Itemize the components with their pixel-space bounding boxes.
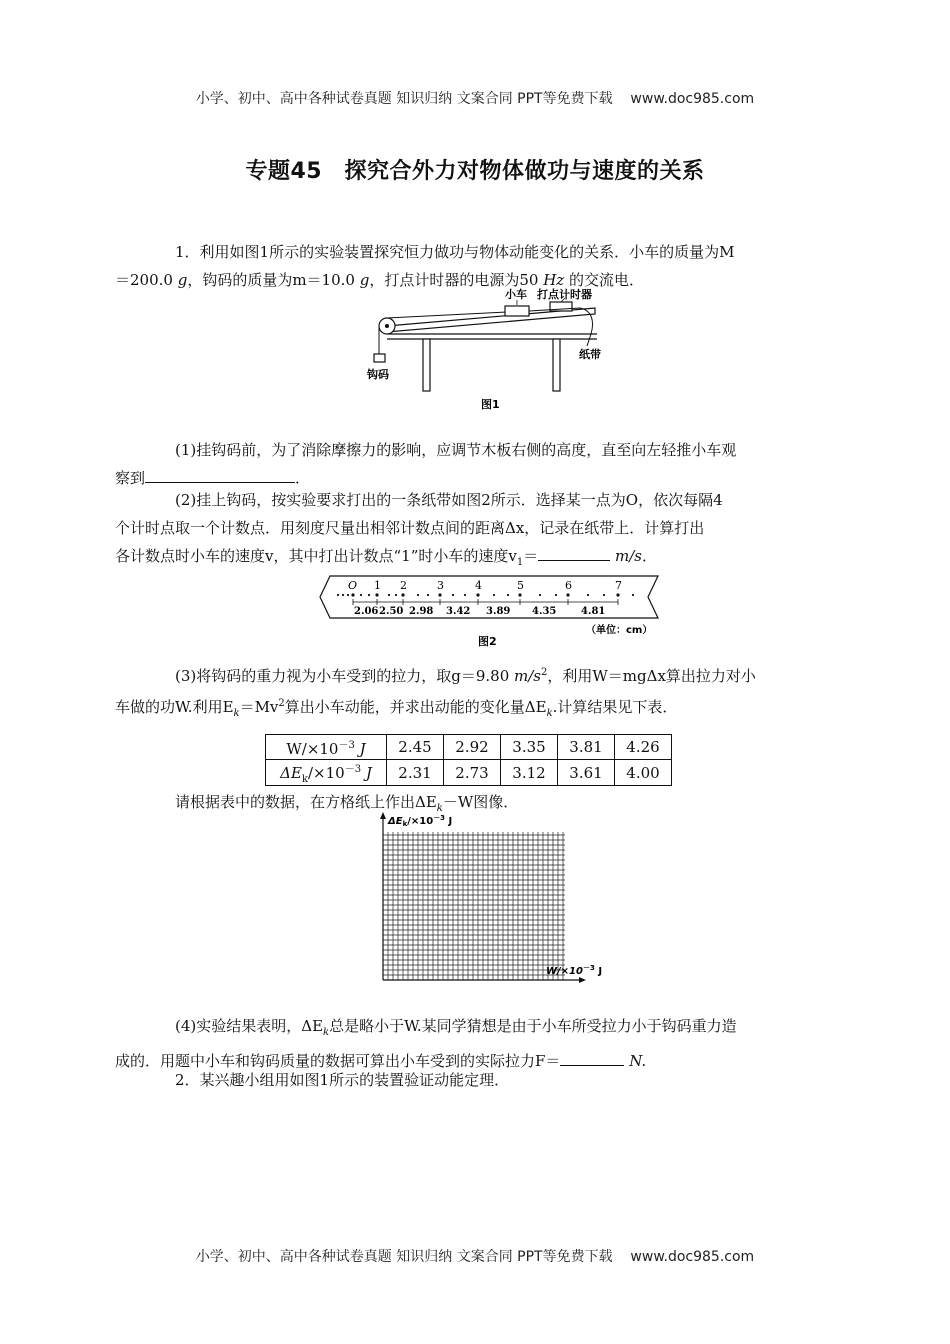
q1-part3-end: .计算结果见下表．	[552, 698, 678, 716]
q1-part1-line2: 察到	[115, 469, 146, 487]
equals: ＝	[523, 547, 539, 565]
unit-g2: g	[359, 271, 370, 289]
q1-part3-line1: (3)将钩码的重力视为小车受到的拉力，取g＝9.80	[175, 667, 515, 685]
tape-dist-2: 2.50	[379, 606, 404, 617]
page-title: 专题45 探究合外力对物体做功与速度的关系	[245, 159, 705, 184]
figure-1-apparatus	[365, 286, 625, 416]
answer-blank-3[interactable]	[560, 1049, 624, 1066]
table-cell: 2.73	[444, 760, 501, 786]
table-cell: 2.31	[387, 760, 444, 786]
tape-dist-3: 2.98	[409, 606, 434, 617]
unit-ms: m/s	[610, 547, 642, 565]
table-cell: 4.26	[615, 735, 672, 760]
q1-part4-line2: 成的．用题中小车和钩码质量的数据可算出小车受到的实际拉力F＝	[115, 1052, 561, 1070]
q2	[145, 1066, 810, 1094]
q1-part2: (2)挂上钩码，按实验要求打出的一条纸带如图2所示．选择某一点为O，依次每隔4 个计时点取一个计数点．用刻度尺量出相邻计数点间的距离Δx，记录在纸带上．计算打出 各计数点时小车的速度v，其中打出计数点“1”时小车的速度$v_1= m/s$．	[115, 491, 723, 568]
q1-intro-mass: ＝200.0	[115, 271, 178, 289]
q2-text: 2．某兴趣小组用如图1所示的装置验证动能定理．	[175, 1071, 510, 1089]
q1-part2-line3: 各计数点时小车的速度v，其中打出计数点“1”时小车的速度v	[115, 547, 517, 565]
tape-label-4: 4	[475, 579, 482, 592]
header-site: www.doc985.com	[630, 91, 755, 107]
tape-label-o: O	[348, 579, 358, 592]
tape-unit: （单位：cm）	[586, 625, 653, 636]
q1-part1-end: ．	[295, 469, 311, 487]
graph-y-label: $\Delta E_k/\times 10^{-3}$ J	[388, 814, 453, 828]
tape-dist-1: 2.06	[354, 606, 379, 617]
figure-2-caption: 图2	[478, 635, 497, 648]
table-row	[266, 735, 672, 760]
figure-1-caption: 图1	[481, 398, 500, 411]
tape-dist-4: 3.42	[446, 606, 471, 617]
table-cell: 3.35	[501, 735, 558, 760]
tape-dist-5: 3.89	[486, 606, 511, 617]
header-text: 小学、初中、高中各种试卷真题 知识归纳 文案合同 PPT等免费下载	[195, 91, 613, 107]
q1-intro-weight: ，钩码的质量为m＝10.0	[187, 271, 360, 289]
table-cell: 3.61	[558, 760, 615, 786]
label-tape: 纸带	[579, 348, 601, 361]
page-footer	[0, 1246, 950, 1266]
unit-g: g	[177, 271, 188, 289]
instruction-text: 请根据表中的数据，在方格纸上作出ΔE	[175, 793, 437, 811]
data-table	[265, 734, 672, 786]
instruction-end: －W图像．	[442, 793, 519, 811]
q1-intro-ac: 的交流电．	[564, 271, 644, 289]
q1-part4-line1-tail: 总是略小于W.某同学猜想是由于小车所受拉力小于钩码重力造	[329, 1017, 737, 1035]
q1-intro-power: ，打点计时器的电源为50	[369, 271, 544, 289]
sup-2b: 2	[278, 698, 285, 709]
sub-k2: k	[546, 708, 553, 719]
tape-label-1: 1	[374, 579, 381, 592]
table-header-w: $W/\times 10^{-3}$ J	[266, 735, 387, 760]
subscript-1: 1	[516, 557, 524, 568]
q1-part4-line1: (4)实验结果表明，ΔE	[175, 1017, 324, 1035]
table-header-ek: $\Delta E_k/\times 10^{-3}$ J	[266, 760, 387, 786]
figure-2-tape	[318, 573, 668, 649]
q1-part3-line1-tail: ，利用W＝mgΔx算出拉力对小	[547, 667, 756, 685]
table-cell: 3.12	[501, 760, 558, 786]
tape-label-7: 7	[615, 579, 622, 592]
q1-part2-line1: (2)挂上钩码，按实验要求打出的一条纸带如图2所示．选择某一点为O，依次每隔4	[175, 491, 723, 509]
q1-part3	[115, 659, 810, 728]
sub-k: k	[233, 708, 240, 719]
page-header	[0, 88, 950, 108]
q1-part3-mv: ＝Mv	[239, 698, 279, 716]
unit-hz: Hz	[543, 271, 565, 289]
tape-dist-7: 4.81	[581, 606, 606, 617]
graph-grid-paper[interactable]	[370, 812, 615, 990]
table-cell: 3.81	[558, 735, 615, 760]
q1-part3-ek: 算出小车动能，并求出动能的变化量ΔE	[284, 698, 547, 716]
answer-blank-2[interactable]	[538, 544, 610, 561]
footer-site: www.doc985.com	[630, 1249, 755, 1265]
label-cart: 小车	[505, 288, 527, 301]
unit-ms2: m/s	[514, 667, 542, 685]
table-cell: 2.45	[387, 735, 444, 760]
table-cell: 2.92	[444, 735, 501, 760]
table-row	[266, 760, 672, 786]
table-cell: 4.00	[615, 760, 672, 786]
tape-label-5: 5	[517, 579, 524, 592]
tape-label-3: 3	[437, 579, 444, 592]
q1-number: 1．	[175, 243, 200, 261]
tape-dist-6: 4.35	[532, 606, 557, 617]
answer-blank-1[interactable]	[145, 466, 295, 483]
tape-label-2: 2	[400, 579, 407, 592]
label-weight: 钩码	[367, 368, 389, 381]
sub-k3: k	[436, 803, 443, 814]
footer-text: 小学、初中、高中各种试卷真题 知识归纳 文案合同 PPT等免费下载	[195, 1249, 613, 1265]
graph-x-label: $W/\times 10^{-3}$ J	[546, 964, 603, 977]
q1-part1-line1: (1)挂钩码前，为了消除摩擦力的影响，应调节木板右侧的高度，直至向左轻推小车观	[175, 441, 737, 459]
sub-k4: k	[323, 1027, 330, 1038]
label-timer: 打点计时器	[537, 288, 592, 301]
tape-label-6: 6	[565, 579, 572, 592]
cart-shape	[505, 306, 529, 316]
q1-part2-line2: 个计时点取一个计数点．用刻度尺量出相邻计数点间的距离Δx，记录在纸带上．计算打出	[115, 519, 705, 537]
q1-intro-line1: 利用如图1所示的实验装置探究恒力做功与物体动能变化的关系．小车的质量为M	[199, 243, 735, 261]
q1-part1	[115, 436, 810, 492]
sup-2: 2	[541, 667, 548, 678]
unit-n: N.	[624, 1052, 647, 1070]
q1-part3-line2: 车做的功W.利用E	[115, 698, 234, 716]
